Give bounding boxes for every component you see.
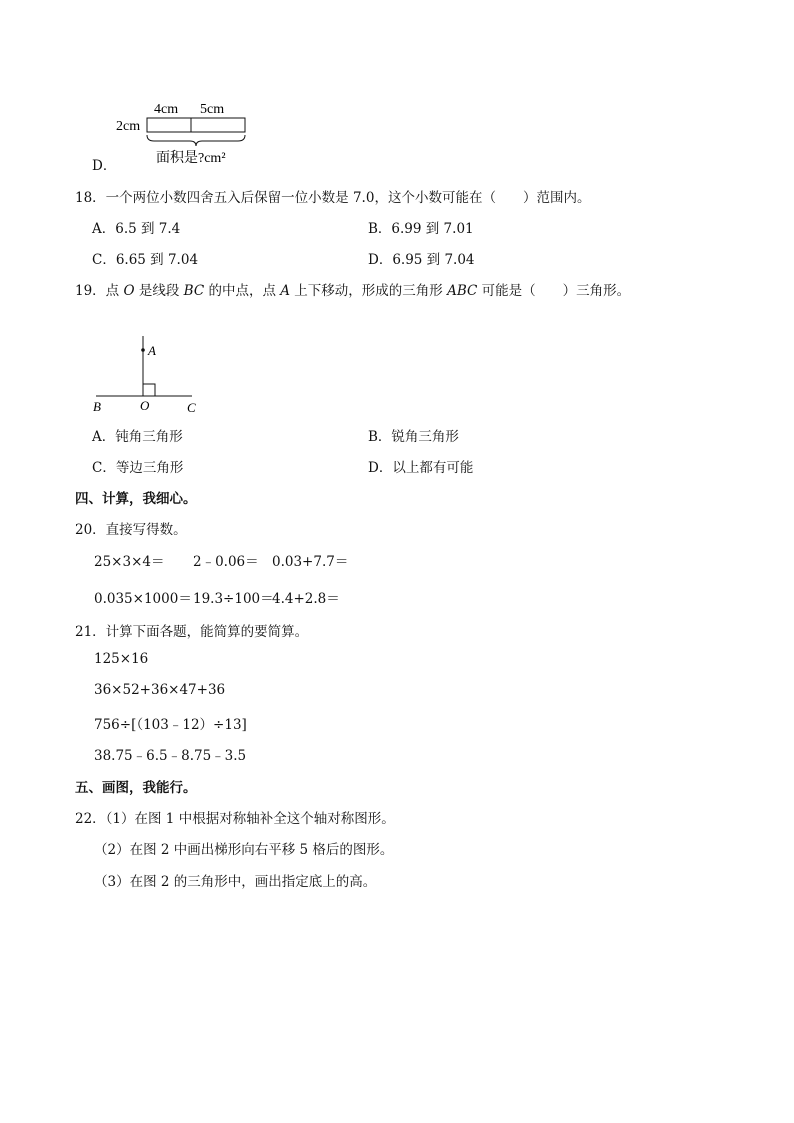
q20-item-5: 19.3÷100＝: [193, 591, 274, 607]
q19-option-c[interactable]: C．等边三角形: [92, 460, 184, 476]
q19-point-o-ref: O: [123, 283, 135, 299]
q22-part-3: （3）在图 2 的三角形中，画出指定底上的高。: [94, 874, 377, 890]
q17-rectangle-figure: [112, 96, 262, 168]
q19-option-b[interactable]: B．锐角三角形: [368, 429, 459, 445]
q18-question: 18．一个两位小数四舍五入后保留一位小数是 7.0，这个小数可能在（ ）范围内。: [75, 190, 591, 206]
q17-option-d-label[interactable]: D．: [92, 158, 117, 174]
q20-item-4: 0.035×1000＝: [94, 591, 192, 607]
q18-option-c[interactable]: C．6.65 到 7.04: [92, 252, 199, 268]
q17-rectangle: [147, 118, 245, 132]
q19-text-4: 上下移动，形成的三角形: [290, 283, 448, 299]
q20-item-6: 4.4+2.8＝: [272, 591, 340, 607]
q19-text-1: 19．点: [75, 283, 124, 299]
q21-item-2: 36×52+36×47+36: [94, 682, 226, 698]
q17-height-label: 2cm: [116, 119, 141, 134]
q22-part-1: 22．（1）在图 1 中根据对称轴补全这个轴对称图形。: [75, 811, 395, 827]
q21-item-4: 38.75﹣6.5﹣8.75﹣3.5: [94, 748, 247, 764]
q18-option-d[interactable]: D．6.95 到 7.04: [368, 252, 475, 268]
q21-item-1: 125×16: [94, 651, 149, 667]
q19-label-b: B: [93, 399, 101, 414]
q21-question: 21．计算下面各题，能简算的要简算。: [75, 624, 309, 640]
q19-text-3: 的中点，点: [204, 283, 281, 299]
q19-label-c: C: [187, 400, 196, 415]
q19-option-a[interactable]: A．钝角三角形: [92, 429, 183, 445]
q19-label-a: A: [148, 343, 156, 358]
q19-option-d[interactable]: D．以上都有可能: [368, 460, 474, 476]
q20-item-2: 2﹣0.06＝: [193, 554, 259, 570]
q20-item-3: 0.03+7.7＝: [272, 554, 349, 570]
q19-segment-bc-ref: BC: [183, 283, 205, 299]
section4-heading: 四、计算，我细心。: [75, 491, 197, 507]
q19-text-5: 可能是（ ）三角形。: [477, 283, 631, 299]
q19-triangle-abc-ref: ABC: [447, 283, 478, 299]
q19-question: [75, 279, 630, 299]
q19-point-a-ref: A: [280, 283, 291, 299]
q19-figure: [88, 332, 208, 418]
q22-part-2: （2）在图 2 中画出梯形向右平移 5 格后的图形。: [94, 842, 394, 858]
q19-text-2: 是线段: [134, 283, 184, 299]
q17-area-label: 面积是?cm²: [156, 151, 226, 166]
q18-option-a[interactable]: A．6.5 到 7.4: [92, 221, 181, 237]
q18-option-b[interactable]: B．6.99 到 7.01: [368, 221, 474, 237]
q20-item-1: 25×3×4＝: [94, 554, 165, 570]
q17-brace: [147, 135, 245, 146]
q19-label-o: O: [140, 398, 150, 413]
q21-item-3: 756÷[（103﹣12）÷13]: [94, 717, 247, 733]
q20-question: 20．直接写得数。: [75, 522, 187, 538]
section5-heading: 五、画图，我能行。: [75, 780, 197, 796]
q17-width-label-2: 5cm: [200, 102, 225, 117]
q17-width-label-1: 4cm: [154, 102, 179, 117]
q19-point-a-dot: [141, 348, 145, 352]
q19-right-angle-mark: [143, 384, 155, 396]
